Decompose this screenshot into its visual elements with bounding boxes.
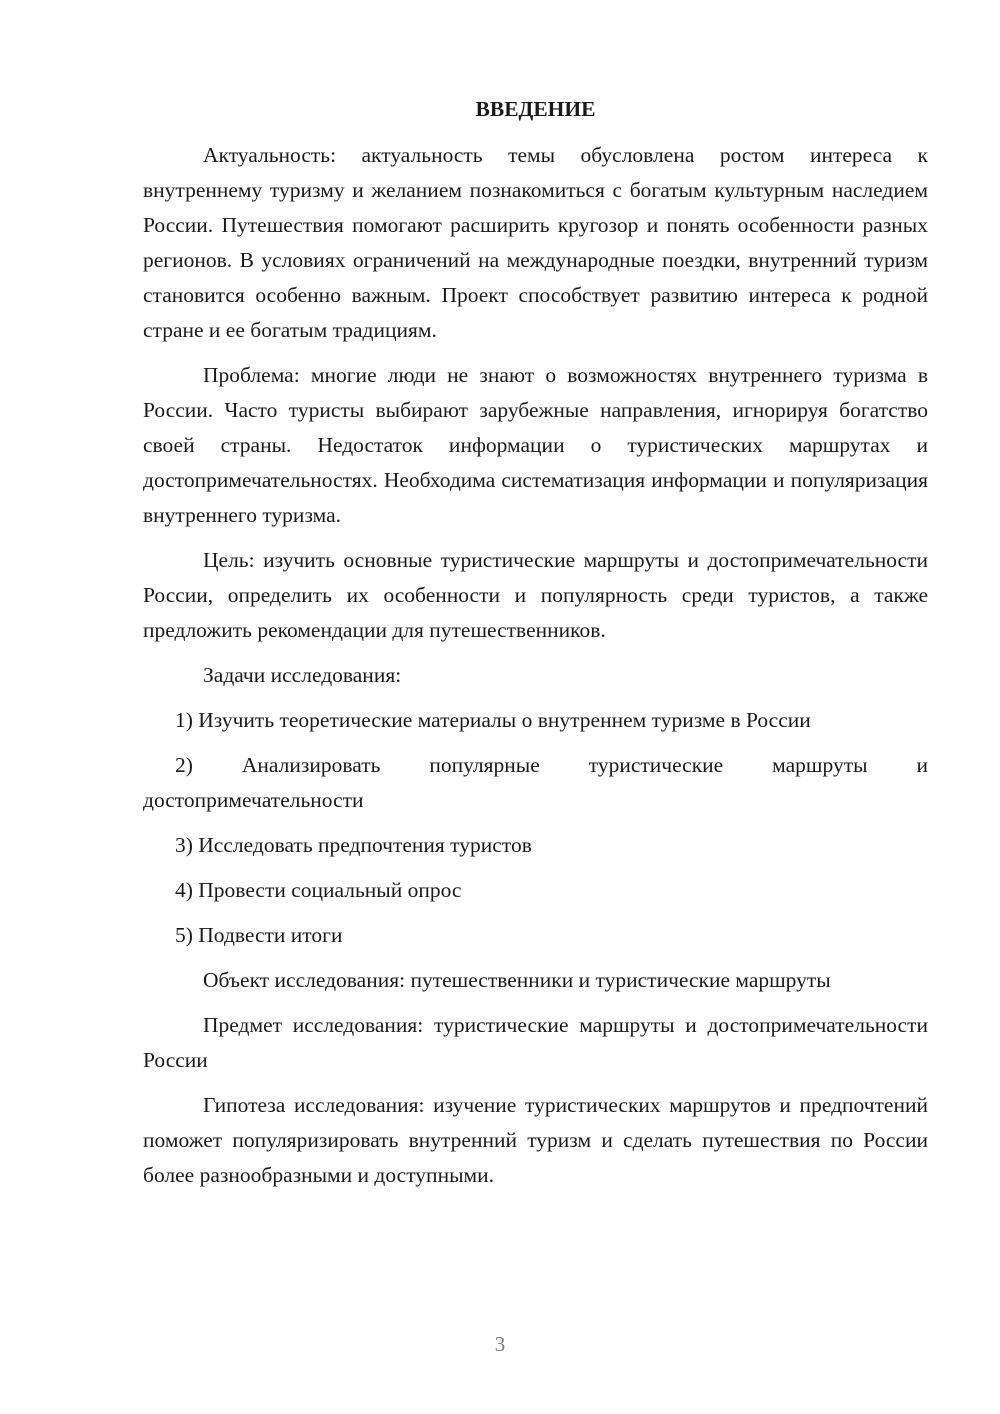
task-item: 1) Изучить теоретические материалы о внутреннем туризме в России (175, 708, 811, 732)
page-title: ВВЕДЕНИЕ (475, 97, 596, 121)
subject-paragraph: Предмет исследования: туристические маршруты и достопримечательности России (143, 1013, 928, 1072)
object-paragraph: Объект исследования: путешественники и туристические маршруты (203, 968, 831, 992)
task-item: 2) Анализировать популярные туристические маршруты и достопримечательности (143, 753, 928, 812)
tasks-heading: Задачи исследования: (203, 663, 402, 687)
task-item: 4) Провести социальный опрос (175, 878, 462, 902)
page-number: 3 (494, 1332, 506, 1356)
goal-paragraph: Цель: изучить основные туристические маршруты и достопримечательности России, определить их особенности и популярность среди туристов, а также предложить рекомендации для путешественников. (143, 548, 928, 642)
task-item: 5) Подвести итоги (175, 923, 343, 947)
task-item: 3) Исследовать предпочтения туристов (175, 833, 532, 857)
problem-paragraph: Проблема: многие люди не знают о возможностях внутреннего туризма в России. Часто туристы выбирают зарубежные направления, игнорируя богатство своей страны. Недостаток информации о туристических маршрутах и достопримечательностях. Необходима систематизация информации и популяризация внутреннего туризма. (143, 363, 928, 527)
relevance-paragraph: Актуальность: актуальность темы обусловлена ростом интереса к внутреннему туризму и желанием познакомиться с богатым культурным наследием России. Путешествия помогают расширить кругозор и понять особенности разных регионов. В условиях ограничений на международные поездки, внутренний туризм становится особенно важным. Проект способствует развитию интереса к родной стране и ее богатым традициям. (143, 143, 928, 342)
document-body (143, 92, 928, 1203)
hypothesis-paragraph: Гипотеза исследования: изучение туристических маршрутов и предпочтений поможет популяризировать внутренний туризм и сделать путешествия по России более разнообразными и доступными. (143, 1093, 928, 1187)
